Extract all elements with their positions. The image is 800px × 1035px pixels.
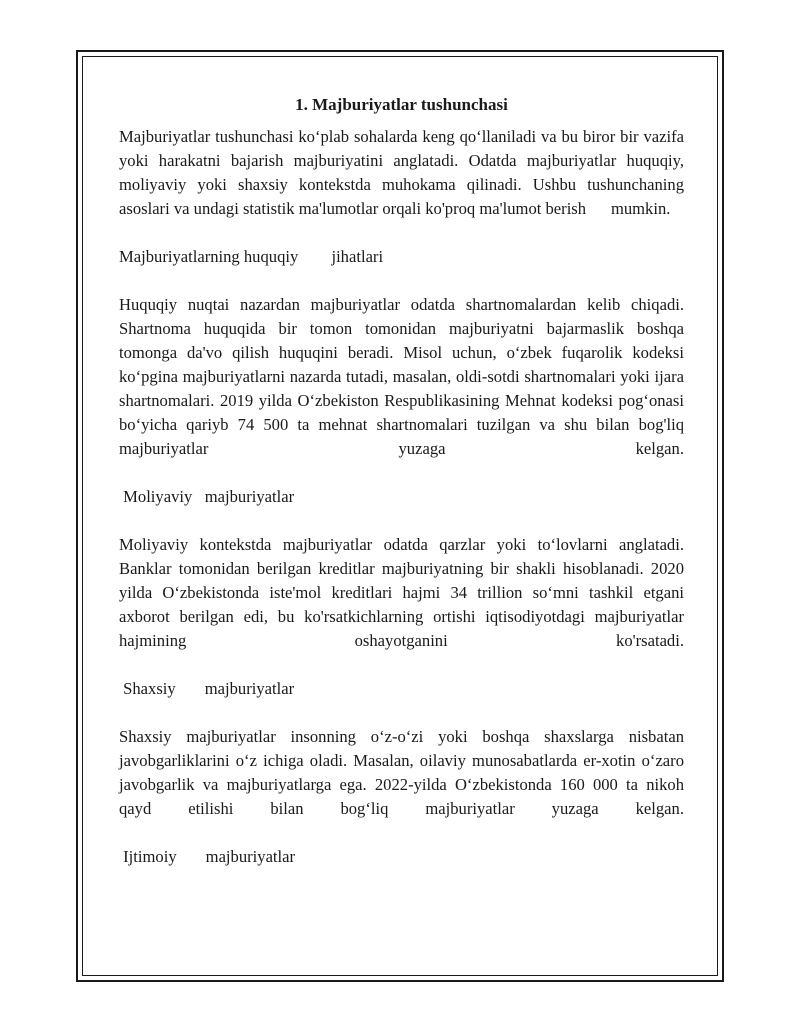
section-heading-financial: Moliyaviy majburiyatlar xyxy=(119,487,295,506)
document-title: 1. Majburiyatlar tushunchasi xyxy=(295,95,508,114)
section-heading-social: Ijtimoiy majburiyatlar xyxy=(119,847,296,866)
section-heading-legal: Majburiyatlarning huquqiy jihatlari xyxy=(119,247,384,266)
section-body-legal: Huquqiy nuqtai nazardan majburiyatlar odatda shartnomalardan kelib chiqadi. Shartnoma huquqida bir tomon tomonidan majburiyatni bajarmaslik boshqa tomonga da'vo qilish huquqini beradi. Misol uchun, o‘zbek fuqarolik kodeksi ko‘pgina majburiyatlarni nazarda tutadi, masalan, oldi-sotdi shartnomalari yoki ijara shartnomalari. 2019 yilda O‘zbekiston Respublikasining Mehnat kodeksi pog‘onasi bo‘yicha qariyb 74 500 ta mehnat shartnomalari tuzilgan va shu bilan bog'liq majburiyatlar yuzaga kelgan. xyxy=(119,295,684,458)
section-heading-personal: Shaxsiy majburiyatlar xyxy=(119,679,295,698)
section-body-personal: Shaxsiy majburiyatlar insonning o‘z-o‘zi yoki boshqa shaxslarga nisbatan javobgarliklarini o‘z ichiga oladi. Masalan, oilaviy munosabatlarda er-xotin o‘zaro javobgarlik va majburiyatlarga ega. 2022-yilda O‘zbekistonda 160 000 ta nikoh qayd etilishi bilan bog‘liq majburiyatlar yuzaga kelgan. xyxy=(119,727,684,818)
document-content xyxy=(119,93,684,893)
intro-paragraph: Majburiyatlar tushunchasi ko‘plab sohalarda keng qo‘llaniladi va bu biror bir vazifa yoki harakatni bajarish majburiyatini anglatadi. Odatda majburiyatlar huquqiy, moliyaviy yoki shaxsiy kontekstda muhokama qilinadi. Ushbu tushunchaning asoslari va undagi statistik ma'lumotlar orqali ko'proq ma'lumot berish mumkin. xyxy=(119,127,684,218)
section-body-financial: Moliyaviy kontekstda majburiyatlar odatda qarzlar yoki to‘lovlarni anglatadi. Banklar tomonidan berilgan kreditlar majburiyatning bir shakli hisoblanadi. 2020 yilda O‘zbekistonda iste'mol kreditlari hajmi 34 trillion so‘mni tashkil etgani axborot berilgan edi, bu ko'rsatkichlarning ortishi iqtisodiyotdagi majburiyatlar hajmining oshayotganini ko'rsatadi. xyxy=(119,535,684,650)
